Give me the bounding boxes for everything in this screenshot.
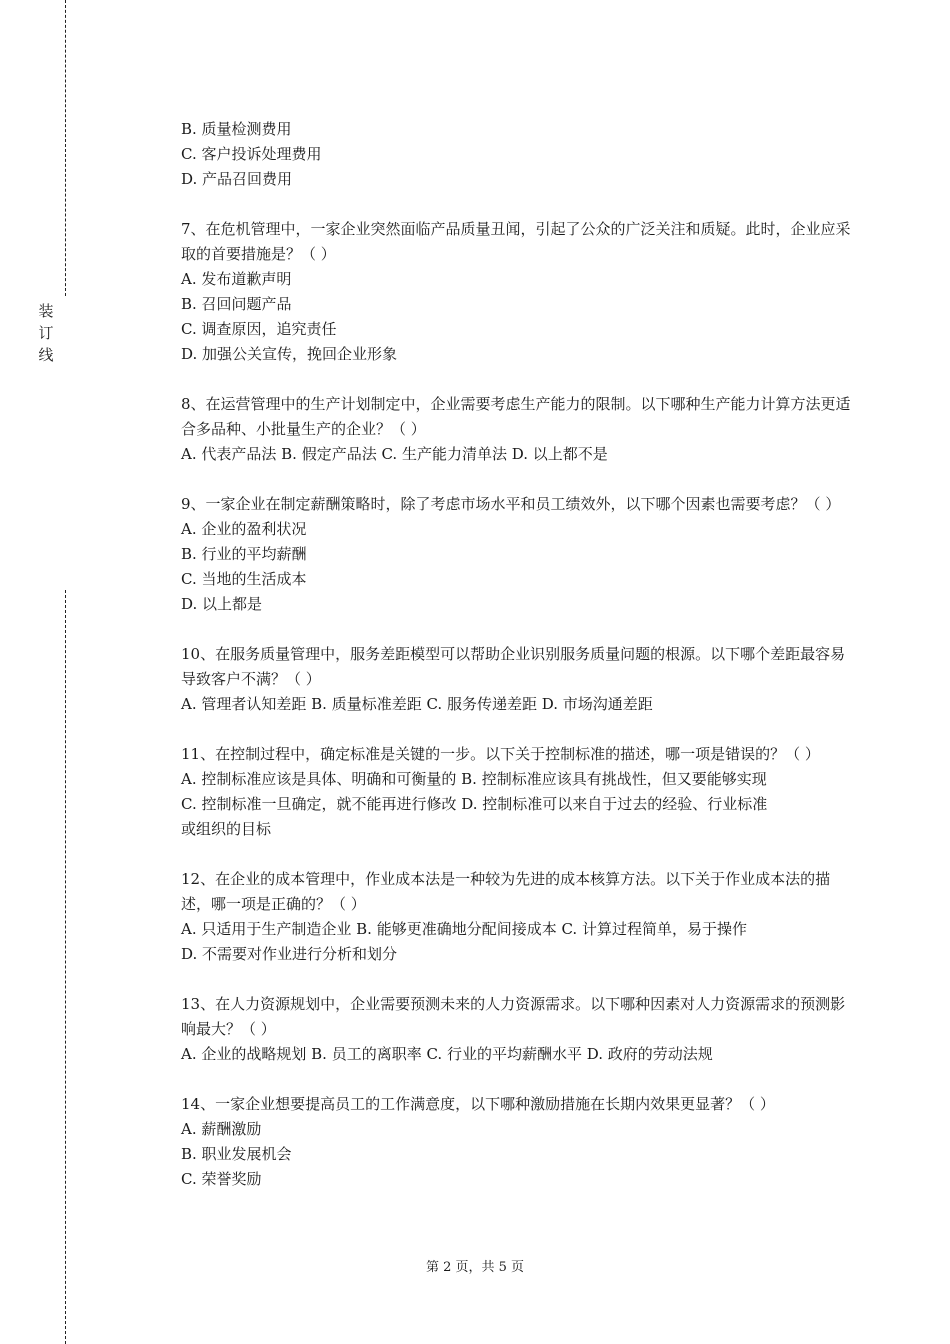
question-13 — [181, 992, 851, 1067]
option: A. 管理者认知差距 B. 质量标准差距 C. 服务传递差距 D. 市场沟通差距 — [181, 695, 653, 713]
question-stem: 12、在企业的成本管理中，作业成本法是一种较为先进的成本核算方法。以下关于作业成本法的描述，哪一项是正确的？（ ） — [181, 870, 831, 913]
option: C. 当地的生活成本 — [181, 570, 307, 588]
binding-dashed-line-top — [65, 0, 66, 296]
option: A. 只适用于生产制造企业 B. 能够更准确地分配间接成本 C. 计算过程简单，易于操作 — [181, 920, 747, 938]
option: D. 产品召回费用 — [181, 170, 293, 188]
question-11 — [181, 742, 851, 842]
option: D. 以上都是 — [181, 595, 263, 613]
question-stem: 10、在服务质量管理中，服务差距模型可以帮助企业识别服务质量问题的根源。以下哪个差距最容易导致客户不满？（ ） — [181, 645, 846, 688]
option: 或组织的目标 — [181, 820, 272, 838]
option: A. 控制标准应该是具体、明确和可衡量的 B. 控制标准应该具有挑战性，但又要能够实现 — [181, 770, 767, 788]
option: C. 荣誉奖励 — [181, 1170, 262, 1188]
option: B. 职业发展机会 — [181, 1145, 292, 1163]
question-14 — [181, 1092, 851, 1192]
option: D. 加强公关宣传，挽回企业形象 — [181, 345, 398, 363]
question-stem: 14、一家企业想要提高员工的工作满意度，以下哪种激励措施在长期内效果更显著？（ ） — [181, 1095, 775, 1113]
page-content — [181, 117, 851, 1192]
question-7 — [181, 217, 851, 367]
question-12 — [181, 867, 851, 967]
binding-dashed-line-bottom — [65, 590, 66, 1344]
option: A. 发布道歉声明 — [181, 270, 292, 288]
question-8 — [181, 392, 851, 467]
page-number: 第 2 页，共 5 页 — [425, 1260, 525, 1275]
option: D. 不需要对作业进行分析和划分 — [181, 945, 398, 963]
option: B. 召回问题产品 — [181, 295, 292, 313]
option: C. 客户投诉处理费用 — [181, 145, 322, 163]
option: B. 质量检测费用 — [181, 120, 292, 138]
question-stem: 8、在运营管理中的生产计划制定中，企业需要考虑生产能力的限制。以下哪种生产能力计算方法更适合多品种、小批量生产的企业？（ ） — [181, 395, 851, 438]
question-9 — [181, 492, 851, 617]
binding-label — [36, 300, 56, 366]
binding-char: 订 — [38, 324, 54, 342]
option: C. 控制标准一旦确定，就不能再进行修改 D. 控制标准可以来自于过去的经验、行业标准 — [181, 795, 768, 813]
question-stem: 11、在控制过程中，确定标准是关键的一步。以下关于控制标准的描述，哪一项是错误的？（ ） — [181, 745, 820, 763]
option: A. 薪酬激励 — [181, 1120, 262, 1138]
question-stem: 7、在危机管理中，一家企业突然面临产品质量丑闻，引起了公众的广泛关注和质疑。此时，企业应采取的首要措施是？（ ） — [181, 220, 851, 263]
binding-char: 线 — [38, 346, 54, 364]
option: C. 调查原因，追究责任 — [181, 320, 337, 338]
option: A. 代表产品法 B. 假定产品法 C. 生产能力清单法 D. 以上都不是 — [181, 445, 608, 463]
question-10 — [181, 642, 851, 717]
question-stem: 9、一家企业在制定薪酬策略时，除了考虑市场水平和员工绩效外，以下哪个因素也需要考虑？（ ） — [181, 495, 841, 513]
option: A. 企业的战略规划 B. 员工的离职率 C. 行业的平均薪酬水平 D. 政府的劳动法规 — [181, 1045, 713, 1063]
binding-char: 装 — [38, 302, 54, 320]
option: B. 行业的平均薪酬 — [181, 545, 307, 563]
option: A. 企业的盈利状况 — [181, 520, 307, 538]
question-stem: 13、在人力资源规划中，企业需要预测未来的人力资源需求。以下哪种因素对人力资源需求的预测影响最大？（ ） — [181, 995, 846, 1038]
continuation-options — [181, 117, 851, 192]
